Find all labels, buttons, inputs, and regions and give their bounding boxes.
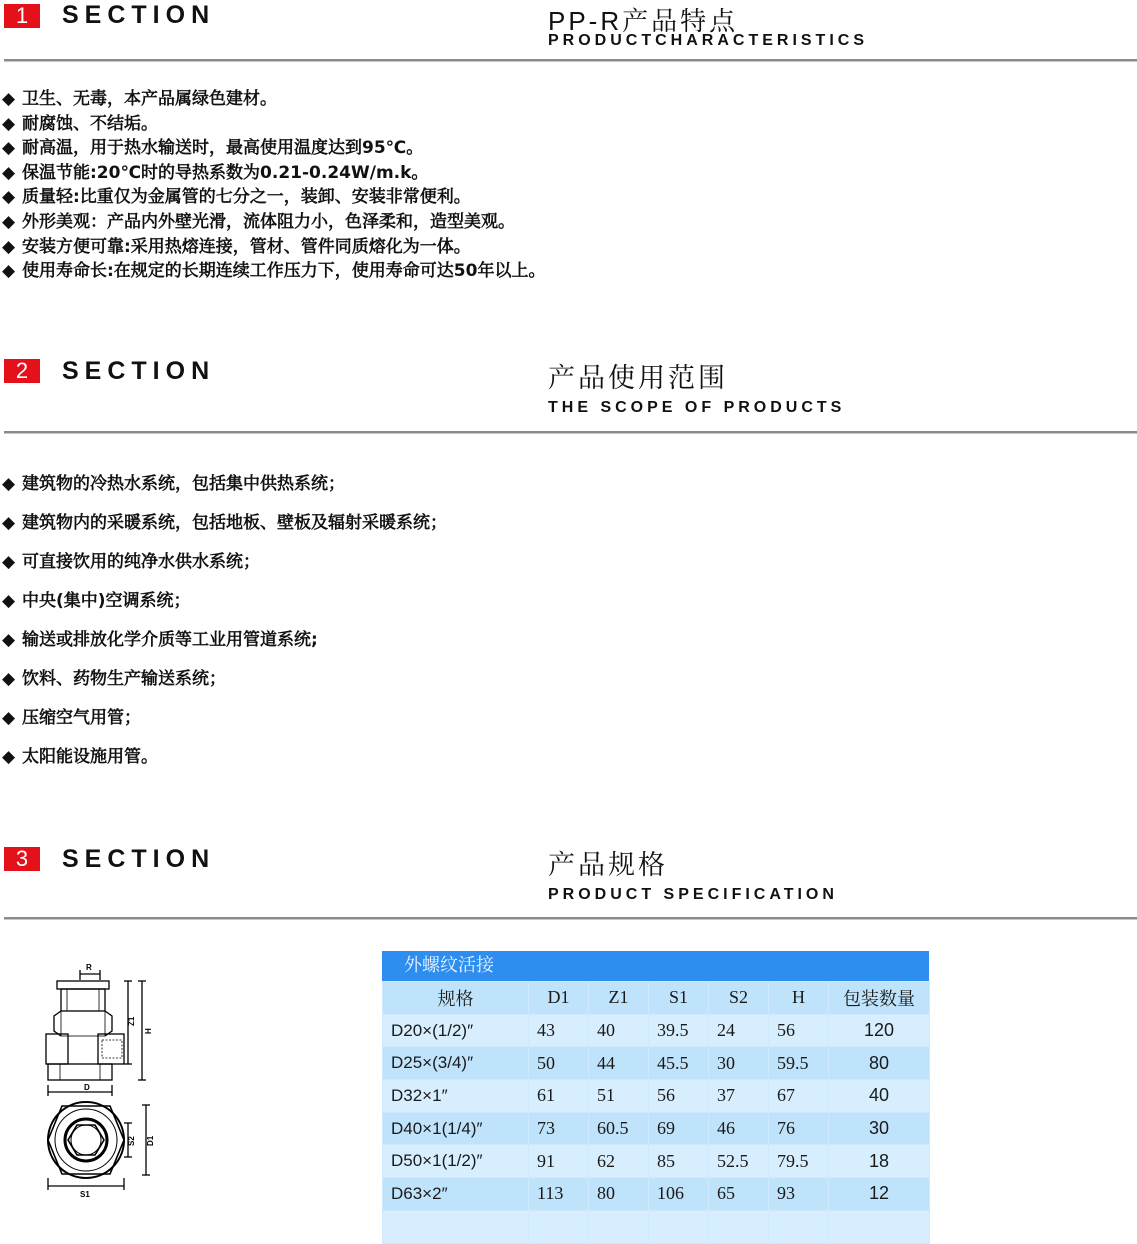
section-2-title-cn: 产品使用范围 (548, 363, 728, 394)
column-header: 规格 (383, 982, 529, 1015)
table-row-empty (383, 1210, 930, 1243)
diamond-bullet-icon: ◆ (2, 669, 16, 689)
scope-list (2, 472, 447, 784)
section-3-title-en: PRODUCT SPECIFICATION (548, 886, 838, 903)
list-item: ◆ 中央(集中)空调系统； (2, 591, 191, 611)
section-2-label: SECTION (62, 357, 216, 385)
section-1-number: 1 (4, 4, 40, 28)
diamond-bullet-icon: ◆ (2, 113, 16, 134)
column-header: 包装数量 (829, 982, 930, 1015)
characteristics-list (2, 87, 545, 284)
table-header-row (383, 982, 930, 1015)
diamond-bullet-icon: ◆ (2, 630, 16, 650)
table-row: D50×1(1/2)″ 91 62 85 52.5 79.5 18 (383, 1145, 930, 1178)
spec-table-title: 外螺纹活接 (382, 951, 929, 981)
drawing-label-z1: Z1 (127, 1016, 136, 1026)
list-item: ◆ 外形美观：产品内外壁光滑，流体阻力小，色泽柔和，造型美观。 (2, 210, 545, 235)
diamond-bullet-icon: ◆ (2, 747, 16, 767)
diamond-bullet-icon: ◆ (2, 591, 16, 611)
diamond-bullet-icon: ◆ (2, 211, 16, 232)
table-row: D63×2″ 113 80 106 65 93 12 (383, 1178, 930, 1211)
diamond-bullet-icon: ◆ (2, 89, 16, 109)
drawing-label-d: D (84, 1083, 90, 1092)
diamond-bullet-icon: ◆ (2, 513, 16, 533)
list-item: ◆ 耐腐蚀、不结垢。 (2, 112, 545, 137)
list-item: ◆ 建筑物的冷热水系统，包括集中供热系统； (2, 474, 345, 494)
table-row: D32×1″ 61 51 56 37 67 40 (383, 1080, 930, 1113)
diamond-bullet-icon: ◆ (2, 474, 16, 494)
section-2-title-en: THE SCOPE OF PRODUCTS (548, 399, 846, 416)
list-item: ◆ 卫生、无毒，本产品属绿色建材。 (2, 87, 545, 112)
drawing-label-s2: S2 (127, 1136, 136, 1146)
list-item: ◆ 保温节能:20℃时的导热系数为0.21-0.24W/m.k。 (2, 161, 545, 186)
list-item: ◆ 太阳能设施用管。 (2, 747, 158, 767)
drawing-label-h: H (144, 1028, 153, 1034)
list-item: ◆ 建筑物内的采暖系统，包括地板、壁板及辐射采暖系统； (2, 513, 447, 533)
union-fitting-drawing (38, 960, 160, 1200)
list-item: ◆ 安装方便可靠:采用热熔连接，管材、管件同质熔化为一体。 (2, 235, 545, 260)
section-1-label: SECTION (62, 1, 216, 29)
drawing-label-d1: D1 (146, 1135, 155, 1146)
list-item: ◆ 质量轻:比重仅为金属管的七分之一，装卸、安装非常便利。 (2, 185, 545, 210)
diamond-bullet-icon: ◆ (2, 236, 16, 257)
list-item: ◆ 可直接饮用的纯净水供水系统； (2, 552, 260, 572)
section-1-divider (4, 59, 1137, 61)
section-3-label: SECTION (62, 845, 216, 873)
diamond-bullet-icon: ◆ (2, 261, 16, 282)
list-item: ◆ 输送或排放化学介质等工业用管道系统; (2, 630, 318, 650)
column-header: D1 (529, 982, 589, 1015)
diamond-bullet-icon: ◆ (2, 162, 16, 183)
table-row: D40×1(1/4)″ 73 60.5 69 46 76 30 (383, 1112, 930, 1145)
section-3-title-cn: 产品规格 (548, 850, 668, 881)
diamond-bullet-icon: ◆ (2, 552, 16, 572)
drawing-label-r: R (86, 963, 92, 972)
section-3-divider (4, 917, 1137, 919)
section-1-title-cn: PP-R产品特点 (548, 6, 739, 36)
drawing-label-s1: S1 (80, 1190, 90, 1199)
list-item: ◆ 耐高温，用于热水输送时，最高使用温度达到95℃。 (2, 136, 545, 161)
spec-table-panel (382, 951, 929, 1243)
section-2-number: 2 (4, 359, 40, 383)
list-item: ◆ 使用寿命长:在规定的长期连续工作压力下，使用寿命可达50年以上。 (2, 259, 545, 284)
list-item: ◆ 压缩空气用管； (2, 708, 141, 728)
section-1-title-en: PRODUCTCHARACTERISTICS (548, 32, 868, 49)
spec-table (382, 981, 930, 1244)
table-row: D25×(3/4)″ 50 44 45.5 30 59.5 80 (383, 1047, 930, 1080)
table-row: D20×(1/2)″ 43 40 39.5 24 56 120 (383, 1014, 930, 1047)
column-header: Z1 (589, 982, 649, 1015)
diamond-bullet-icon: ◆ (2, 138, 16, 159)
diamond-bullet-icon: ◆ (2, 187, 16, 208)
section-2-divider (4, 431, 1137, 433)
column-header: H (769, 982, 829, 1015)
column-header: S2 (709, 982, 769, 1015)
diamond-bullet-icon: ◆ (2, 708, 16, 728)
column-header: S1 (649, 982, 709, 1015)
list-item: ◆ 饮料、药物生产输送系统； (2, 669, 226, 689)
section-3-number: 3 (4, 847, 40, 871)
